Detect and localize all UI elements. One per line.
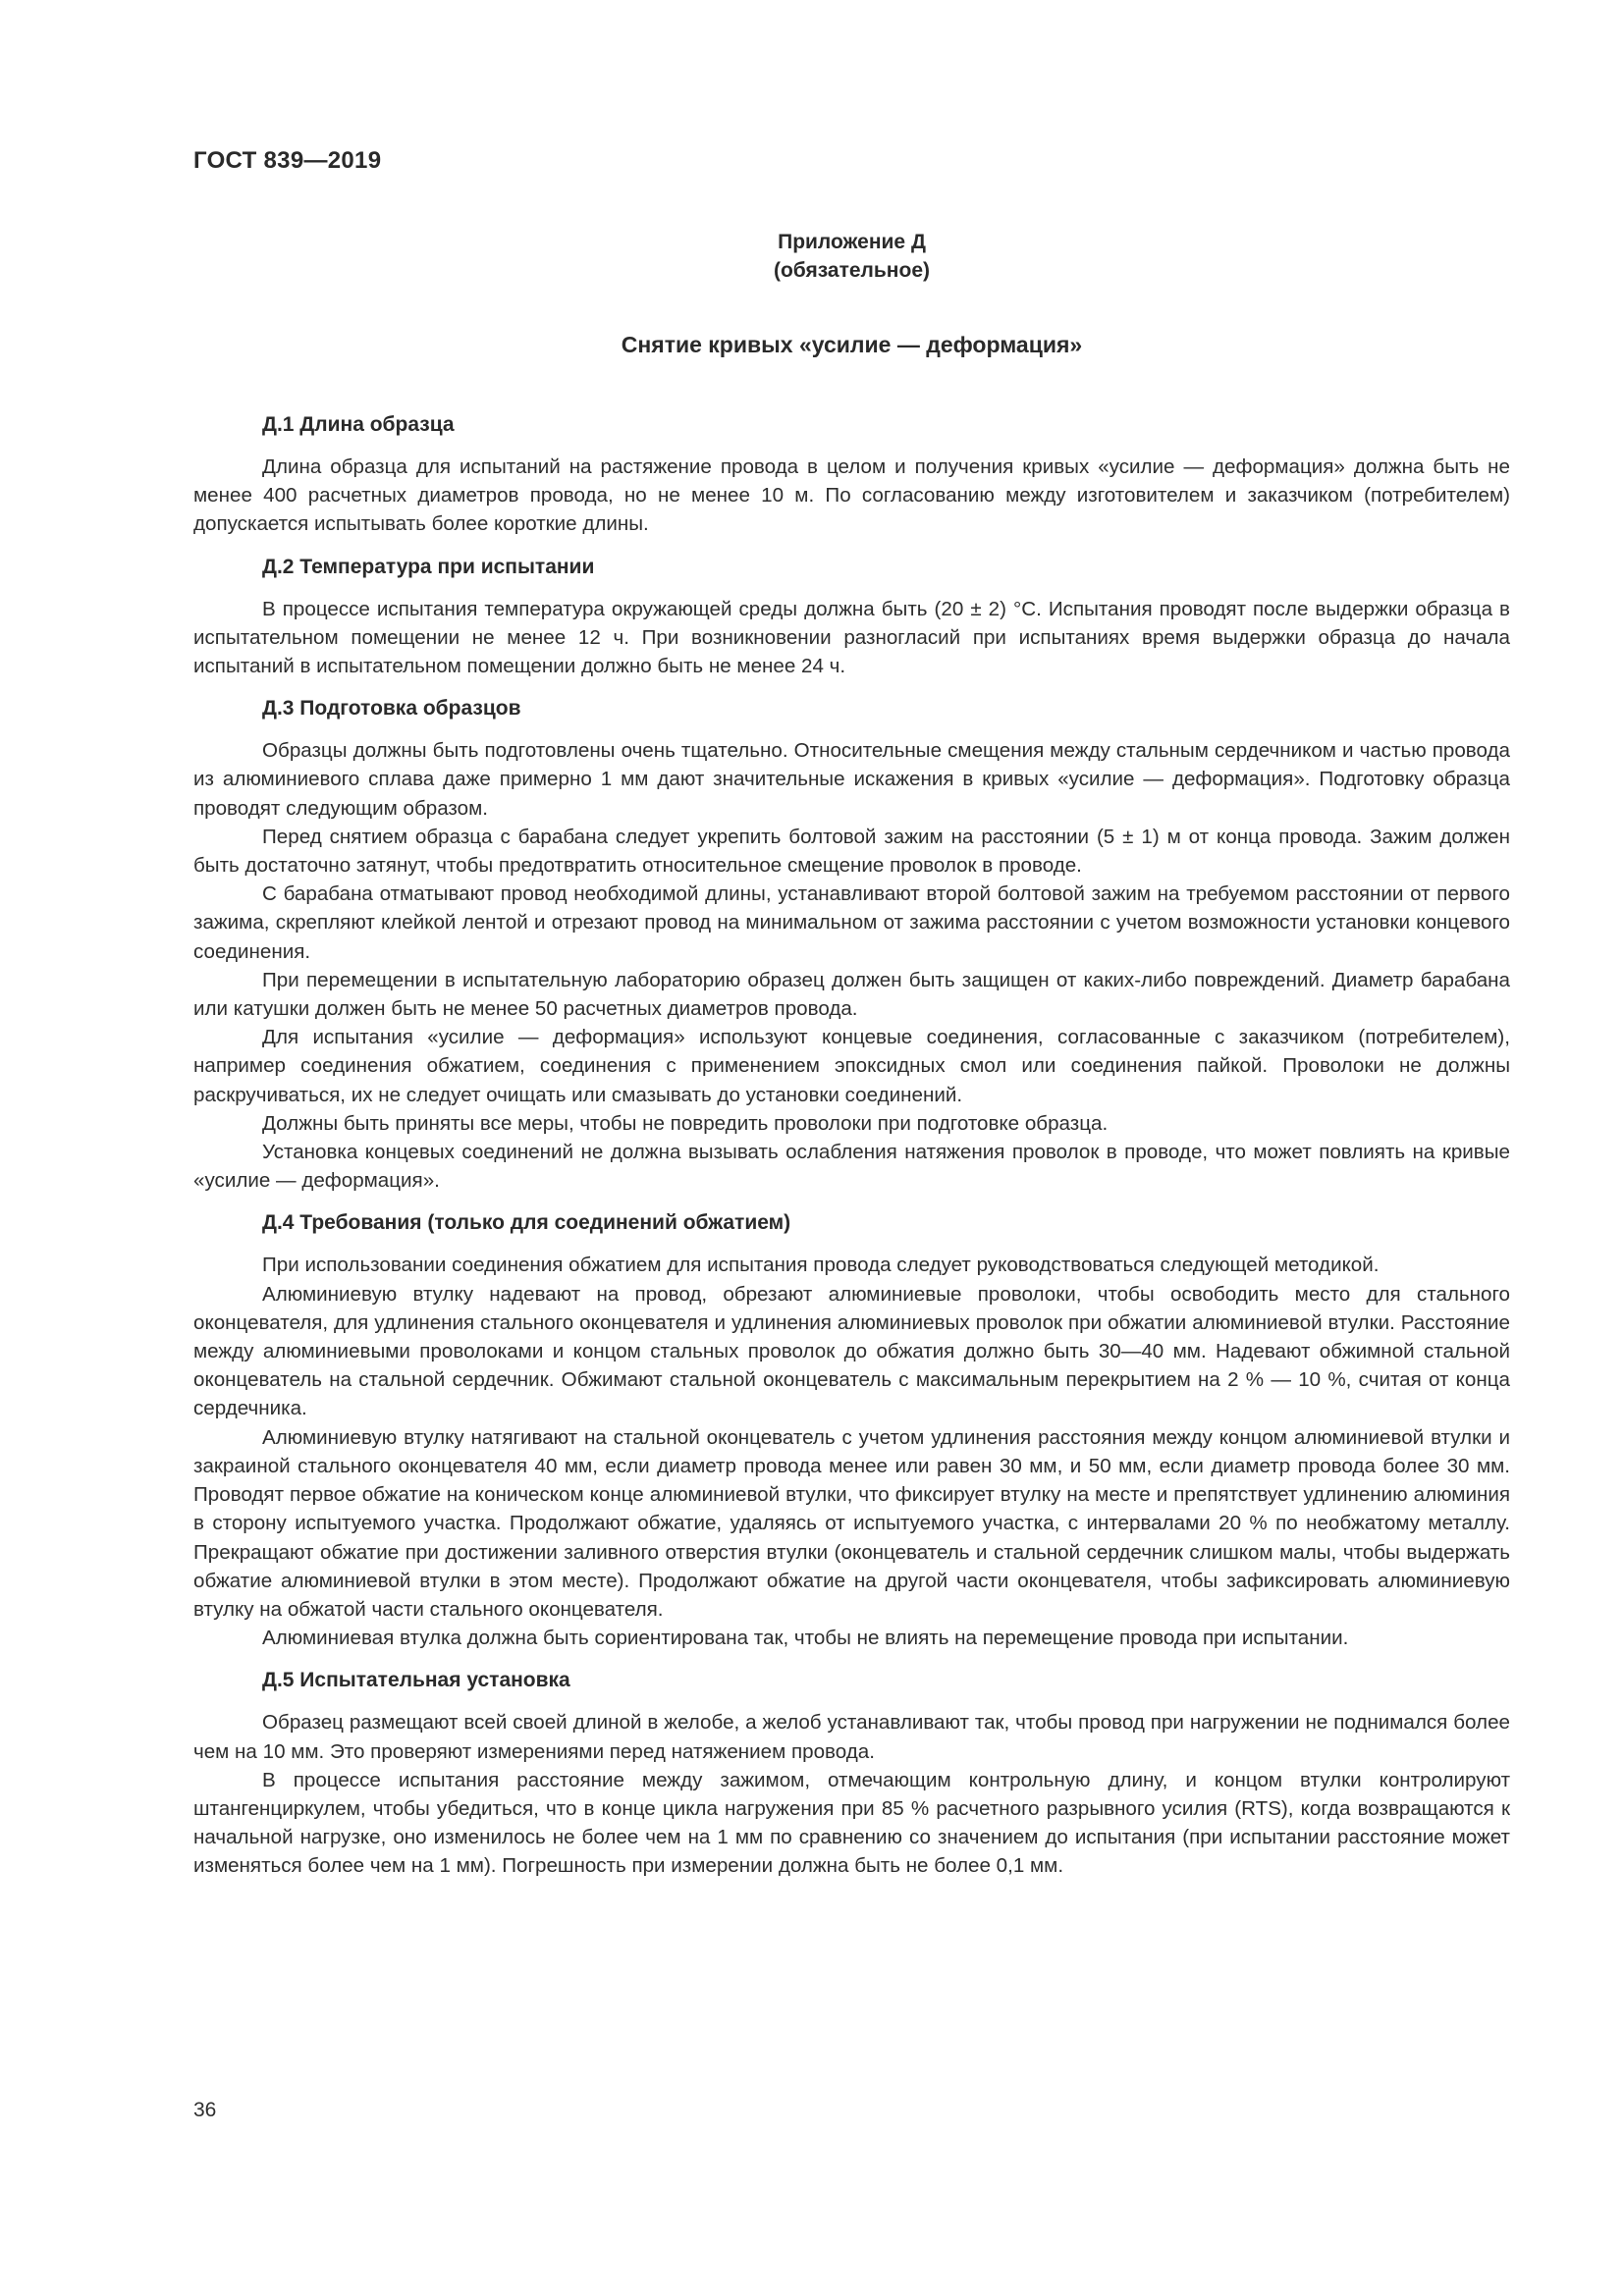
paragraph: Алюминиевую втулку натягивают на стальной оконцеватель с учетом удлинения расстояния между концом алюминиевой втулки и закраиной стального оконцевателя 40 мм, если диаметр провода менее или равен 30 мм, и 50 мм, если диаметр провода более 30 мм. Проводят первое обжатие на коническом конце алюминиевой втулки, что фиксирует втулку на месте и препятствует удлинению алюминия в сторону испытуемого участка. Продолжают обжатие, удаляясь от испытуемого участка, с интервалами 20 % по необжатому металлу. Прекращают обжатие при достижении заливного отверстия втулки (оконцеватель и стальной сердечник слишком малы, чтобы выдержать обжатие алюминиевой втулки в этом месте). Продолжают обжатие на другой части оконцевателя, чтобы зафиксировать алюминиевую втулку на обжатой части стального оконцевателя. bbox=[193, 1425, 1510, 1621]
paragraph: Образец размещают всей своей длиной в желобе, а желоб устанавливают так, чтобы провод при нагружении не поднимался более чем на 10 мм. Это проверяют измерениями перед натяжением провода. bbox=[193, 1711, 1510, 1763]
section-heading: Д.4 Требования (только для соединений обжатием) bbox=[262, 1211, 791, 1235]
page-number: 36 bbox=[193, 2099, 217, 2121]
document-code: ГОСТ 839—2019 bbox=[193, 147, 382, 174]
section-d5 bbox=[193, 1666, 1510, 1880]
paragraph: При перемещении в испытательную лабораторию образец должен быть защищен от каких-либо повреждений. Диаметр барабана или катушки должен быть не менее 50 расчетных диаметров провода. bbox=[193, 968, 1510, 1021]
paragraph: Образцы должны быть подготовлены очень тщательно. Относительные смещения между стальным сердечником и частью провода из алюминиевого сплава даже примерно 1 мм дают значительные искажения в кривых «усилие — деформация». Подготовку образца проводят следующим образом. bbox=[193, 739, 1510, 820]
paragraph: Алюминиевую втулку надевают на провод, обрезают алюминиевые проволоки, чтобы освободить место для стального оконцевателя, для удлинения стального оконцевателя и удлинения алюминиевых проволок при обжатии алюминиевой втулки. Расстояние между алюминиевыми проволоками и концом стальных проволок до обжатия должно быть 30—40 мм. Надевают обжимной стальной оконцеватель на стальной сердечник. Обжимают стальной оконцеватель с максимальным перекрытием на 2 % — 10 %, считая от конца сердечника. bbox=[193, 1282, 1510, 1420]
paragraph: Алюминиевая втулка должна быть сориентирована так, чтобы не влиять на перемещение провода при испытании. bbox=[262, 1627, 1349, 1650]
paragraph: С барабана отматывают провод необходимой длины, устанавливают второй болтовой зажим на требуемом расстоянии от первого зажима, скрепляют клейкой лентой и отрезают провод на минимальном от зажима расстоянии с учетом возможности установки концевого соединения. bbox=[193, 882, 1510, 963]
appendix-heading bbox=[193, 228, 1510, 285]
document-body bbox=[193, 410, 1510, 1881]
paragraph: В процессе испытания расстояние между зажимом, отмечающим контрольную длину, и концом втулки контролируют штангенциркулем, чтобы убедиться, что в конце цикла нагружения при 85 % расчетного разрывного усилия (RTS), когда возвращаются к начальной нагрузке, оно изменилось не более чем на 1 мм по сравнению со значением до испытания (при испытании расстояние может изменяться более чем на 1 мм). Погрешность при измерении должна быть не более 0,1 мм. bbox=[193, 1768, 1510, 1878]
appendix-label: Приложение Д bbox=[778, 231, 926, 253]
paragraph: При использовании соединения обжатием для испытания провода следует руководствоваться следующей методикой. bbox=[262, 1254, 1380, 1277]
paragraph: Установка концевых соединений не должна вызывать ослабления натяжения проволок в проводе, что может повлиять на кривые «усилие — деформация». bbox=[193, 1141, 1510, 1193]
appendix-status: (обязательное) bbox=[773, 259, 930, 282]
section-heading: Д.3 Подготовка образцов bbox=[262, 697, 521, 721]
section-d4 bbox=[193, 1208, 1510, 1652]
paragraph: В процессе испытания температура окружающей среды должна быть (20 ± 2) °С. Испытания проводят после выдержки образца в испытательном помещении не менее 12 ч. При возникновении разногласий при испытаниях время выдержки образца до начала испытаний в испытательном помещении должно быть не менее 24 ч. bbox=[193, 597, 1510, 678]
section-d1 bbox=[193, 410, 1510, 539]
section-d3 bbox=[193, 694, 1510, 1195]
section-heading: Д.2 Температура при испытании bbox=[262, 555, 595, 578]
paragraph: Перед снятием образца с барабана следует укрепить болтовой зажим на расстоянии (5 ± 1) м от конца провода. Зажим должен быть достаточно затянут, чтобы предотвратить относительное смещение проволок в проводе. bbox=[193, 825, 1510, 878]
paragraph: Должны быть приняты все меры, чтобы не повредить проволоки при подготовке образца. bbox=[262, 1111, 1109, 1135]
section-heading: Д.5 Испытательная установка bbox=[262, 1669, 570, 1692]
section-d2 bbox=[193, 553, 1510, 681]
section-heading: Д.1 Длина образца bbox=[262, 413, 455, 436]
paragraph: Длина образца для испытаний на растяжение провода в целом и получения кривых «усилие — деформация» должна быть не менее 400 расчетных диаметров провода, но не менее 10 м. По согласованию между изготовителем и заказчиком (потребителем) допускается испытывать более короткие длины. bbox=[193, 455, 1510, 536]
appendix-title: Снятие кривых «усилие — деформация» bbox=[621, 332, 1083, 357]
paragraph: Для испытания «усилие — деформация» используют концевые соединения, согласованные с заказчиком (потребителем), например соединения обжатием, соединения с применением эпоксидных смол или соединения пайкой. Проволоки не должны раскручиваться, их не следует очищать или смазывать до установки соединений. bbox=[193, 1026, 1510, 1106]
